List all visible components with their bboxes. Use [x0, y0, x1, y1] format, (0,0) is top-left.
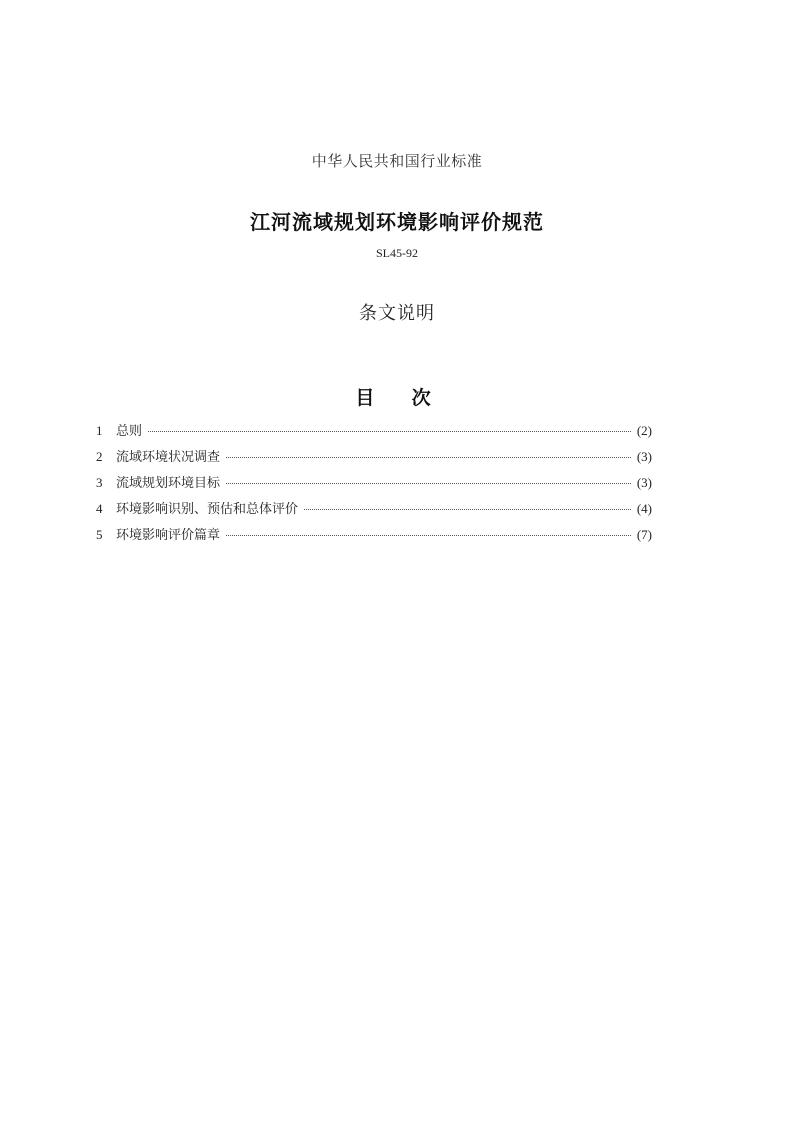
- toc-item[interactable]: [96, 498, 652, 524]
- toc-leader-dots: [148, 431, 631, 432]
- toc-item[interactable]: [96, 446, 652, 472]
- toc-item-number: 4: [96, 501, 103, 516]
- toc-item-number: 5: [96, 527, 103, 542]
- toc-leader-dots: [226, 457, 631, 458]
- toc-item-page: (2): [636, 423, 652, 438]
- toc-item-number: 1: [96, 423, 103, 438]
- toc-item-label: 流域规划环境目标: [116, 476, 221, 491]
- document-title: 江河流域规划环境影响评价规范: [250, 210, 544, 234]
- toc-item-label: 总则: [116, 424, 143, 439]
- toc-item-label: 流域环境状况调查: [116, 450, 221, 465]
- standard-category: 中华人民共和国行业标准: [311, 152, 483, 170]
- toc-leader-dots: [304, 509, 631, 510]
- toc-item-number: 2: [96, 449, 103, 464]
- toc-heading: 目 次: [355, 387, 439, 409]
- table-of-contents: [96, 420, 652, 550]
- toc-item-page: (3): [636, 475, 652, 490]
- toc-item-label: 环境影响识别、预估和总体评价: [116, 502, 299, 517]
- toc-item-page: (3): [636, 449, 652, 464]
- document-subtitle: 条文说明: [359, 303, 435, 324]
- toc-item[interactable]: [96, 524, 652, 550]
- toc-item-page: (7): [636, 527, 652, 542]
- toc-leader-dots: [226, 483, 631, 484]
- toc-item-number: 3: [96, 475, 103, 490]
- toc-item-label: 环境影响评价篇章: [116, 528, 221, 543]
- toc-item-page: (4): [636, 501, 652, 516]
- toc-leader-dots: [226, 535, 631, 536]
- toc-item[interactable]: [96, 472, 652, 498]
- standard-code: SL45-92: [376, 246, 418, 260]
- toc-item[interactable]: [96, 420, 652, 446]
